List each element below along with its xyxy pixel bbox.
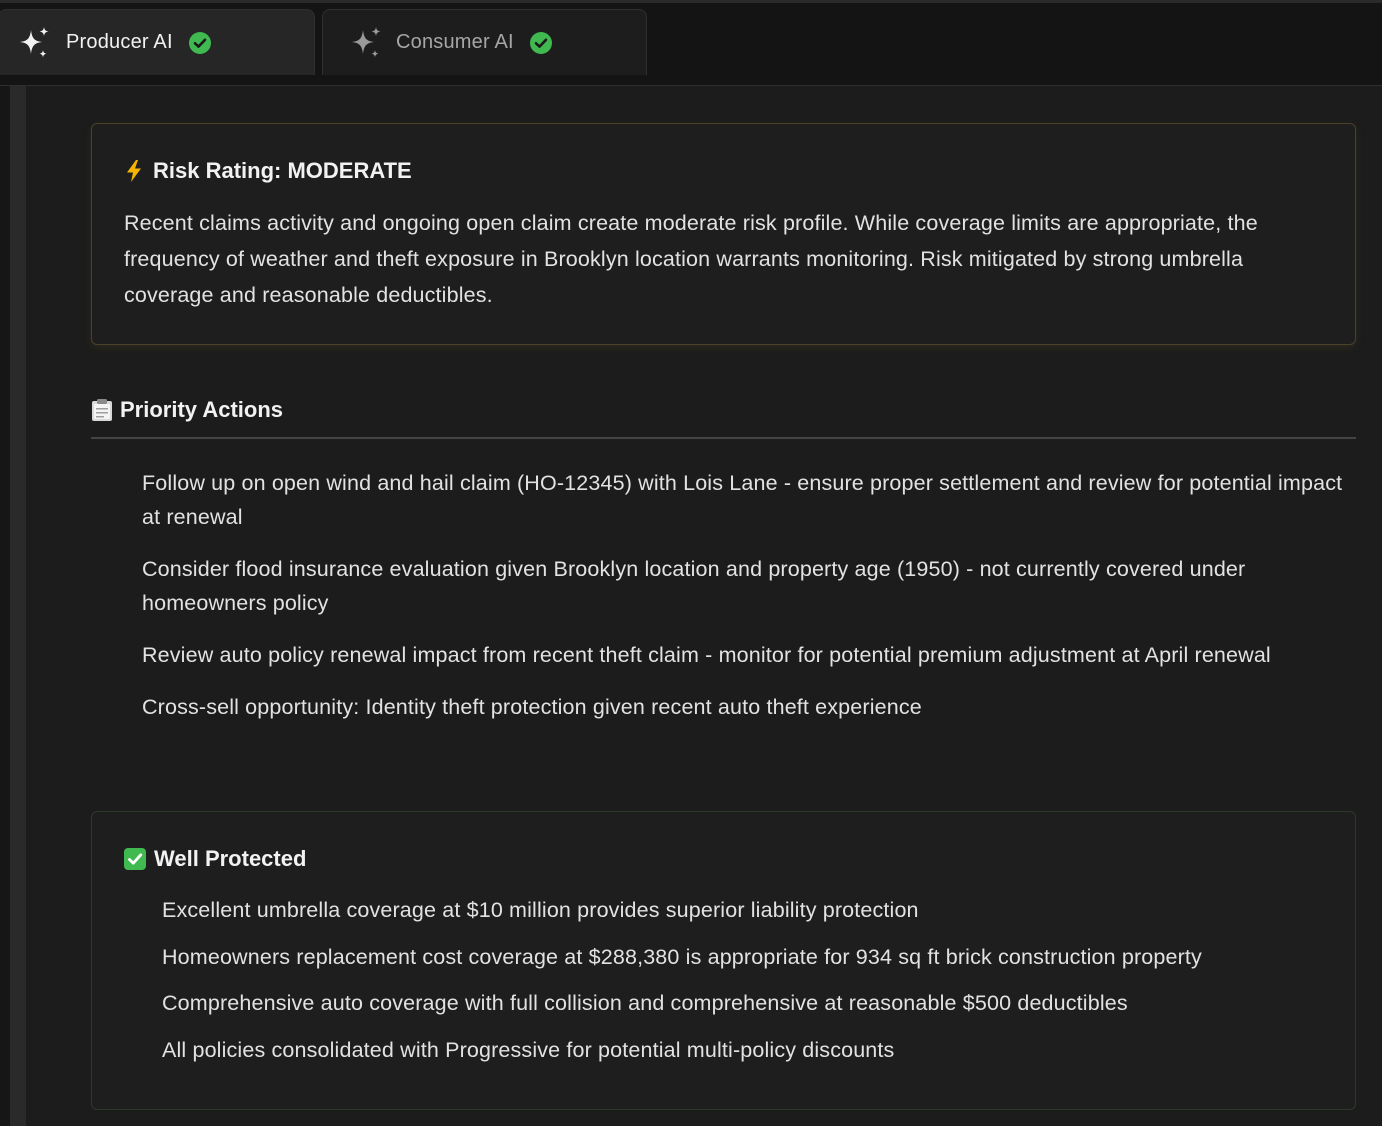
priority-actions-list: [142, 466, 1362, 724]
priority-actions-title: Priority Actions: [120, 397, 283, 422]
risk-rating-title-text: Risk Rating: MODERATE: [153, 158, 412, 183]
list-item: All policies consolidated with Progressive for potential multi-policy discounts: [162, 1037, 895, 1062]
tab-label: Producer AI: [66, 31, 173, 53]
sparkle-icon: [349, 26, 383, 60]
list-item: Cross-sell opportunity: Identity theft protection given recent auto theft experience: [142, 695, 922, 719]
well-protected-title: [124, 846, 306, 872]
list-item: Follow up on open wind and hail claim (HO-12345) with Lois Lane - ensure proper settlement and review for potential impact at renewal: [142, 471, 1343, 529]
scrollbar-track[interactable]: [10, 86, 26, 1126]
sparkle-icon: [17, 26, 51, 60]
tab-producer-ai[interactable]: [0, 9, 315, 75]
risk-rating-title: [124, 158, 412, 184]
lightning-icon: [124, 160, 144, 182]
list-item: Homeowners replacement cost coverage at $288,380 is appropriate for 934 sq ft brick construction property: [162, 944, 1202, 969]
well-protected-list: [162, 895, 1342, 1065]
list-item: Excellent umbrella coverage at $10 million provides superior liability protection: [162, 898, 919, 922]
list-item: Consider flood insurance evaluation given Brooklyn location and property age (1950) - not currently covered under homeowners policy: [142, 557, 1246, 615]
check-circle-icon: [189, 32, 211, 54]
tab-bar: [0, 0, 1382, 86]
top-hairline: [0, 0, 1382, 3]
check-circle-icon: [530, 32, 552, 54]
well-protected-card: [91, 811, 1356, 1110]
check-box-icon: [124, 848, 146, 870]
well-protected-title-text: Well Protected: [154, 846, 307, 871]
tab-consumer-ai[interactable]: [322, 9, 647, 75]
risk-rating-card: [91, 123, 1356, 345]
clipboard-icon: [91, 398, 113, 422]
list-item: Review auto policy renewal impact from recent theft claim - monitor for potential premium adjustment at April renewal: [142, 643, 1271, 667]
list-item: Comprehensive auto coverage with full collision and comprehensive at reasonable $500 deductibles: [162, 991, 1128, 1015]
left-gutter: [0, 86, 10, 1126]
tab-label: Consumer AI: [396, 31, 514, 53]
risk-rating-body: Recent claims activity and ongoing open claim create moderate risk profile. While coverage limits are appropriate, the frequency of weather and theft exposure in Brooklyn location warrants monitoring. Risk mitigated by strong umbrella coverage and reasonable deductibles.: [124, 211, 1258, 307]
priority-actions-header: [91, 396, 1356, 439]
